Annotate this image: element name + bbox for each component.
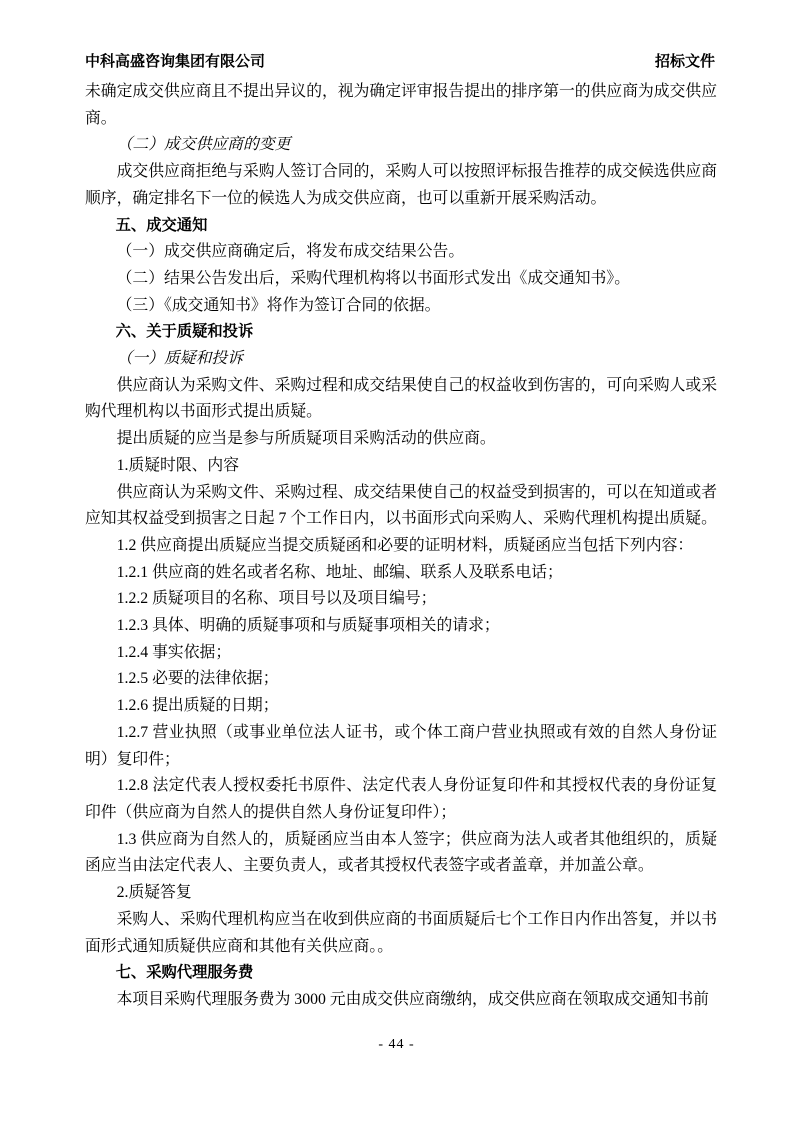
page-number: - 44 - [378, 1037, 415, 1052]
paragraph: 1.2.4 事实依据； [116, 643, 232, 661]
paragraph: （一）成交供应商确定后，将发布成交结果公告。 [116, 243, 465, 261]
paragraph: 1.2.2 质疑项目的名称、项目号以及项目编号； [116, 590, 437, 608]
paragraph: 1.2.6 提出质疑的日期； [116, 697, 279, 715]
paragraph: 1.2.7 营业执照（或事业单位法人证书，或个体工商户营业执照或有效的自然人身份证明）复印件； [85, 723, 717, 768]
header-doc-type: 招标文件 [654, 54, 715, 70]
paragraph: 1.质疑时限、内容 [116, 456, 240, 474]
header-company-name: 中科高盛咨询集团有限公司 [85, 54, 266, 70]
paragraph: 未确定成交供应商且不提出异议的，视为确定评审报告提出的排序第一的供应商为成交供应商。 [85, 83, 717, 127]
page-footer [0, 1036, 793, 1054]
paragraph: 提出质疑的应当是参与所质疑项目采购活动的供应商。 [116, 430, 496, 448]
paragraph: 本项目采购代理服务费为 3000 元由成交供应商缴纳，成交供应商在领取成交通知书前 [116, 990, 709, 1008]
paragraph: 1.2.3 具体、明确的质疑事项和与质疑事项相关的请求； [116, 617, 500, 635]
document-body [85, 79, 717, 1014]
paragraph: （二）结果公告发出后，采购代理机构将以书面形式发出《成交通知书》。 [116, 269, 630, 287]
paragraph: 1.2 供应商提出质疑应当提交质疑函和必要的证明材料，质疑函应当包括下列内容： [116, 536, 694, 554]
section-heading: 七、采购代理服务费 [115, 964, 254, 982]
paragraph: 1.2.1 供应商的姓名或者名称、地址、邮编、联系人及联系电话； [116, 563, 563, 581]
paragraph: 1.2.5 必要的法律依据； [116, 670, 279, 688]
paragraph: 供应商认为采购文件、采购过程、成交结果使自己的权益受到损害的，可以在知道或者应知其权益受到损害之日起 7 个工作日内，以书面形式向采购人、采购代理机构提出质疑。 [85, 483, 717, 528]
paragraph: 1.3 供应商为自然人的，质疑函应当由本人签字；供应商为法人或者其他组织的，质疑函应当由法定代表人、主要负责人，或者其授权代表签字或者盖章，并加盖公章。 [85, 830, 717, 875]
section-heading: 六、关于质疑和投诉 [115, 323, 254, 341]
paragraph: （二）成交供应商的变更 [116, 136, 291, 154]
paragraph: 采购人、采购代理机构应当在收到供应商的书面质疑后七个工作日内作出答复，并以书面形式通知质疑供应商和其他有关供应商。。 [85, 910, 717, 955]
paragraph: （一）质疑和投诉 [116, 350, 243, 368]
paragraph: 2.质疑答复 [116, 884, 192, 902]
paragraph: （三）《成交通知书》将作为签订合同的依据。 [116, 296, 441, 314]
paragraph: 成交供应商拒绝与采购人签订合同的，采购人可以按照评标报告推荐的成交候选供应商顺序，确定排名下一位的候选人为成交供应商，也可以重新开展采购活动。 [85, 163, 717, 207]
page-header [85, 52, 715, 72]
section-heading: 五、成交通知 [115, 216, 208, 234]
paragraph: 1.2.8 法定代表人授权委托书原件、法定代表人身份证复印件和其授权代表的身份证复印件（供应商为自然人的提供自然人身份证复印件）； [85, 777, 717, 821]
paragraph: 供应商认为采购文件、采购过程和成交结果使自己的权益收到伤害的，可向采购人或采购代理机构以书面形式提出质疑。 [85, 376, 717, 421]
